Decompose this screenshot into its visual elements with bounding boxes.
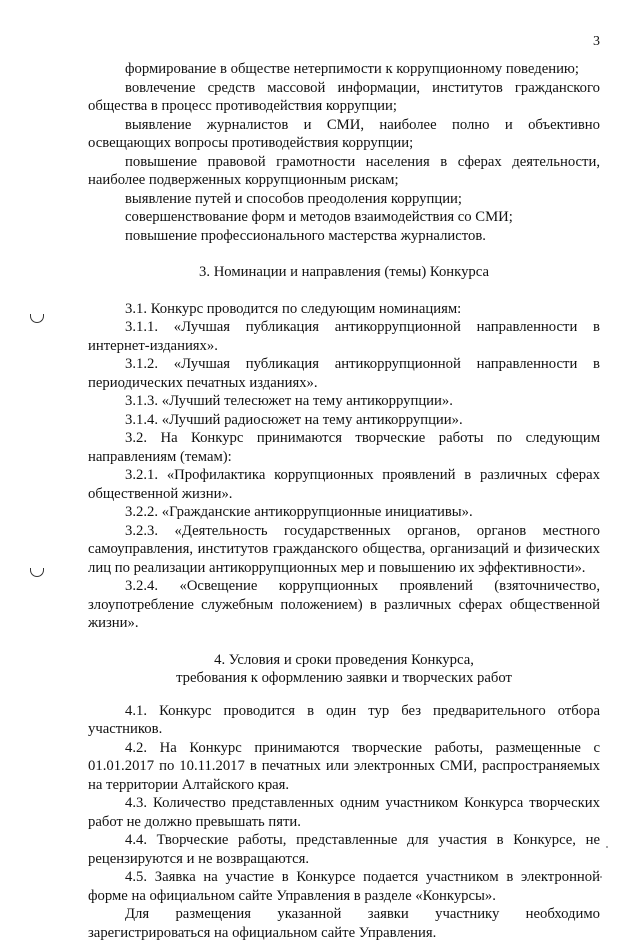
section-4-body — [88, 702, 600, 942]
goal-item: выявление путей и способов преодоления коррупции; — [88, 190, 600, 209]
goal-item: повышение профессионального мастерства журналистов. — [88, 227, 600, 246]
section-4-paragraph: 4.5. Заявка на участие в Конкурсе подается участником в электронной форме на официальном сайте Управления в разделе «Конкурсы». — [88, 868, 600, 905]
section-3-paragraph: 3.1.4. «Лучший радиосюжет на тему антикоррупции». — [88, 411, 600, 430]
section-4-paragraph: Для размещения указанной заявки участнику необходимо зарегистрироваться на официальном сайте Управления. — [88, 905, 600, 942]
goal-item: вовлечение средств массовой информации, институтов гражданского общества в процесс противодействия коррупции; — [88, 79, 600, 116]
section-4-paragraph: 4.2. На Конкурс принимаются творческие работы, размещенные с 01.01.2017 по 10.11.2017 в печатных или электронных СМИ, распространяемых на территории Алтайского края. — [88, 739, 600, 795]
section-3-paragraph: 3.2. На Конкурс принимаются творческие работы по следующим направлениям (темам): — [88, 429, 600, 466]
document-body — [88, 60, 600, 942]
section-4-paragraph: 4.4. Творческие работы, представленные для участия в Конкурсе, не рецензируются и не возвращаются. — [88, 831, 600, 868]
goals-list — [88, 60, 600, 245]
section-3-paragraph: 3.1. Конкурс проводится по следующим номинациям: — [88, 300, 600, 319]
section-3-heading: 3. Номинации и направления (темы) Конкурса — [88, 263, 600, 282]
section-4-heading-line-2: требования к оформлению заявки и творческих работ — [88, 669, 600, 688]
section-3-body — [88, 300, 600, 633]
goal-item: повышение правовой грамотности населения в сферах деятельности, наиболее подверженных коррупционным рискам; — [88, 153, 600, 190]
section-3-paragraph: 3.1.2. «Лучшая публикация антикоррупционной направленности в периодических печатных изданиях». — [88, 355, 600, 392]
section-3-paragraph: 3.2.4. «Освещение коррупционных проявлений (взяточничество, злоупотребление служебным положением) в различных сферах общественной жизни». — [88, 577, 600, 633]
section-3-paragraph: 3.1.3. «Лучший телесюжет на тему антикоррупции». — [88, 392, 600, 411]
section-3-paragraph: 3.2.3. «Деятельность государственных органов, органов местного самоуправления, институтов гражданского общества, организаций и физических лиц по реализации антикоррупционных мер и повышению их эффективности». — [88, 522, 600, 578]
section-3-paragraph: 3.1.1. «Лучшая публикация антикоррупционной направленности в интернет-изданиях». — [88, 318, 600, 355]
section-3-paragraph: 3.2.1. «Профилактика коррупционных проявлений в различных сферах общественной жизни». — [88, 466, 600, 503]
section-4-paragraph: 4.3. Количество представленных одним участником Конкурса творческих работ не должно превышать пяти. — [88, 794, 600, 831]
goal-item: выявление журналистов и СМИ, наиболее полно и объективно освещающих вопросы противодействия коррупции; — [88, 116, 600, 153]
scan-speck — [606, 846, 608, 848]
goal-item: совершенствование форм и методов взаимодействия со СМИ; — [88, 208, 600, 227]
binder-hole-mark — [30, 568, 44, 577]
scan-speck — [600, 876, 602, 878]
section-4-paragraph: 4.1. Конкурс проводится в один тур без предварительного отбора участников. — [88, 702, 600, 739]
goal-item: формирование в обществе нетерпимости к коррупционному поведению; — [88, 60, 600, 79]
binder-hole-mark — [30, 314, 44, 323]
section-4-heading-line-1: 4. Условия и сроки проведения Конкурса, — [88, 651, 600, 670]
section-3-paragraph: 3.2.2. «Гражданские антикоррупционные инициативы». — [88, 503, 600, 522]
page-number: 3 — [593, 34, 600, 50]
